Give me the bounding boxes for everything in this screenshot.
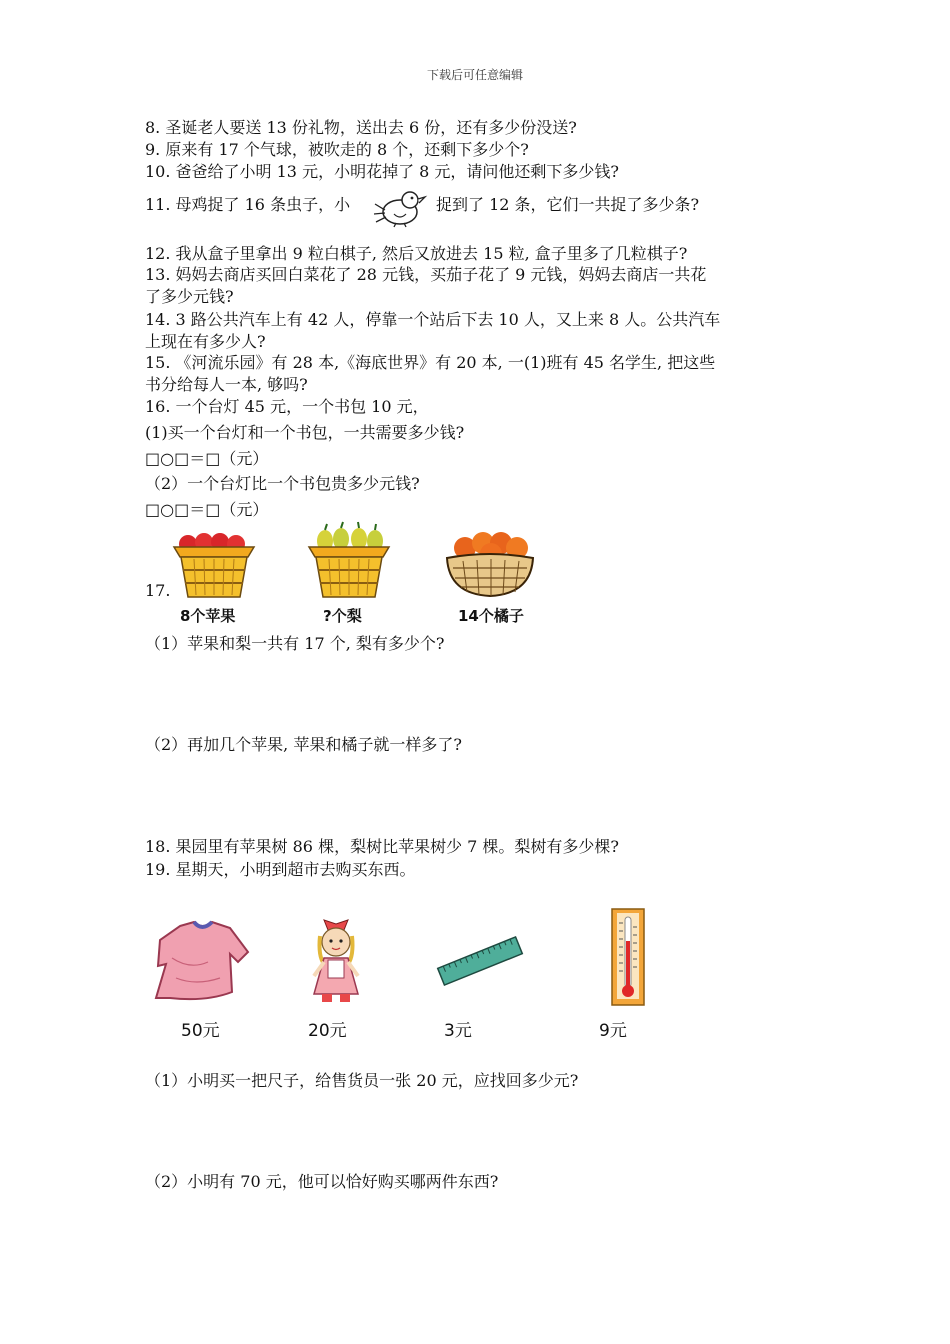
chick-icon xyxy=(370,186,430,228)
orange-caption: 14个橘子 xyxy=(458,607,524,625)
question-16: 16. 一个台灯 45 元，一个书包 10 元， xyxy=(145,397,429,416)
doll-image xyxy=(304,910,368,1008)
question-10: 10. 爸爸给了小明 13 元，小明花掉了 8 元，请问他还剩下多少钱? xyxy=(145,162,619,181)
question-16-equation-1: □○□＝□（元） xyxy=(145,449,269,468)
question-8: 8. 圣诞老人要送 13 份礼物，送出去 6 份，还有多少份没送? xyxy=(145,118,577,137)
doll-price: 20元 xyxy=(308,1021,347,1041)
shirt-image xyxy=(150,918,254,1004)
question-19-part-2: （2）小明有 70 元，他可以恰好购买哪两件东西? xyxy=(145,1172,499,1191)
question-19: 19. 星期天，小明到超市去购买东西。 xyxy=(145,860,416,879)
orange-basket-image xyxy=(443,528,537,600)
question-19-part-1: （1）小明买一把尺子，给售货员一张 20 元，应找回多少元? xyxy=(145,1071,579,1090)
question-15-line-2: 书分给每人一本, 够吗? xyxy=(145,375,308,394)
question-13-line-2: 了多少元钱? xyxy=(145,287,234,306)
question-11-start: 11. 母鸡捉了 16 条虫子，小 xyxy=(145,195,351,214)
question-18: 18. 果园里有苹果树 86 棵，梨树比苹果树少 7 棵。梨树有多少棵? xyxy=(145,837,619,856)
apple-caption: 8个苹果 xyxy=(180,607,236,625)
ruler-image xyxy=(434,934,526,988)
shirt-price: 50元 xyxy=(181,1021,220,1041)
apple-basket-image xyxy=(168,523,260,601)
question-17-part-1: （1）苹果和梨一共有 17 个, 梨有多少个? xyxy=(145,634,445,653)
question-16-part-1: (1)买一个台灯和一个书包，一共需要多少钱? xyxy=(145,423,465,442)
question-13-line-1: 13. 妈妈去商店买回白菜花了 28 元钱，买茄子花了 9 元钱，妈妈去商店一共花 xyxy=(145,265,707,284)
question-16-part-2: （2）一个台灯比一个书包贵多少元钱? xyxy=(145,474,420,493)
ruler-price: 3元 xyxy=(444,1021,472,1041)
thermometer-price: 9元 xyxy=(599,1021,627,1041)
page-header: 下载后可任意编辑 xyxy=(426,68,523,82)
question-14-line-1: 14. 3 路公共汽车上有 42 人，停靠一个站后下去 10 人，又上来 8 人。公共汽车 xyxy=(145,310,721,329)
question-17: 17. xyxy=(145,581,171,600)
question-12: 12. 我从盒子里拿出 9 粒白棋子, 然后又放进去 15 粒, 盒子里多了几粒棋子? xyxy=(145,244,688,263)
question-11-end: 捉到了 12 条，它们一共捉了多少条? xyxy=(436,195,700,214)
pear-basket-image xyxy=(303,516,395,601)
question-15-line-1: 15. 《河流乐园》有 28 本,《海底世界》有 20 本, 一(1)班有 45 名学生, 把这些 xyxy=(145,353,716,372)
question-16-equation-2: □○□＝□（元） xyxy=(145,500,269,519)
question-9: 9. 原来有 17 个气球，被吹走的 8 个，还剩下多少个? xyxy=(145,140,529,159)
thermometer-image xyxy=(610,907,646,1007)
question-14-line-2: 上现在有多少人? xyxy=(145,332,266,351)
question-17-part-2: （2）再加几个苹果, 苹果和橘子就一样多了? xyxy=(145,735,462,754)
pear-caption: ?个梨 xyxy=(323,607,362,625)
